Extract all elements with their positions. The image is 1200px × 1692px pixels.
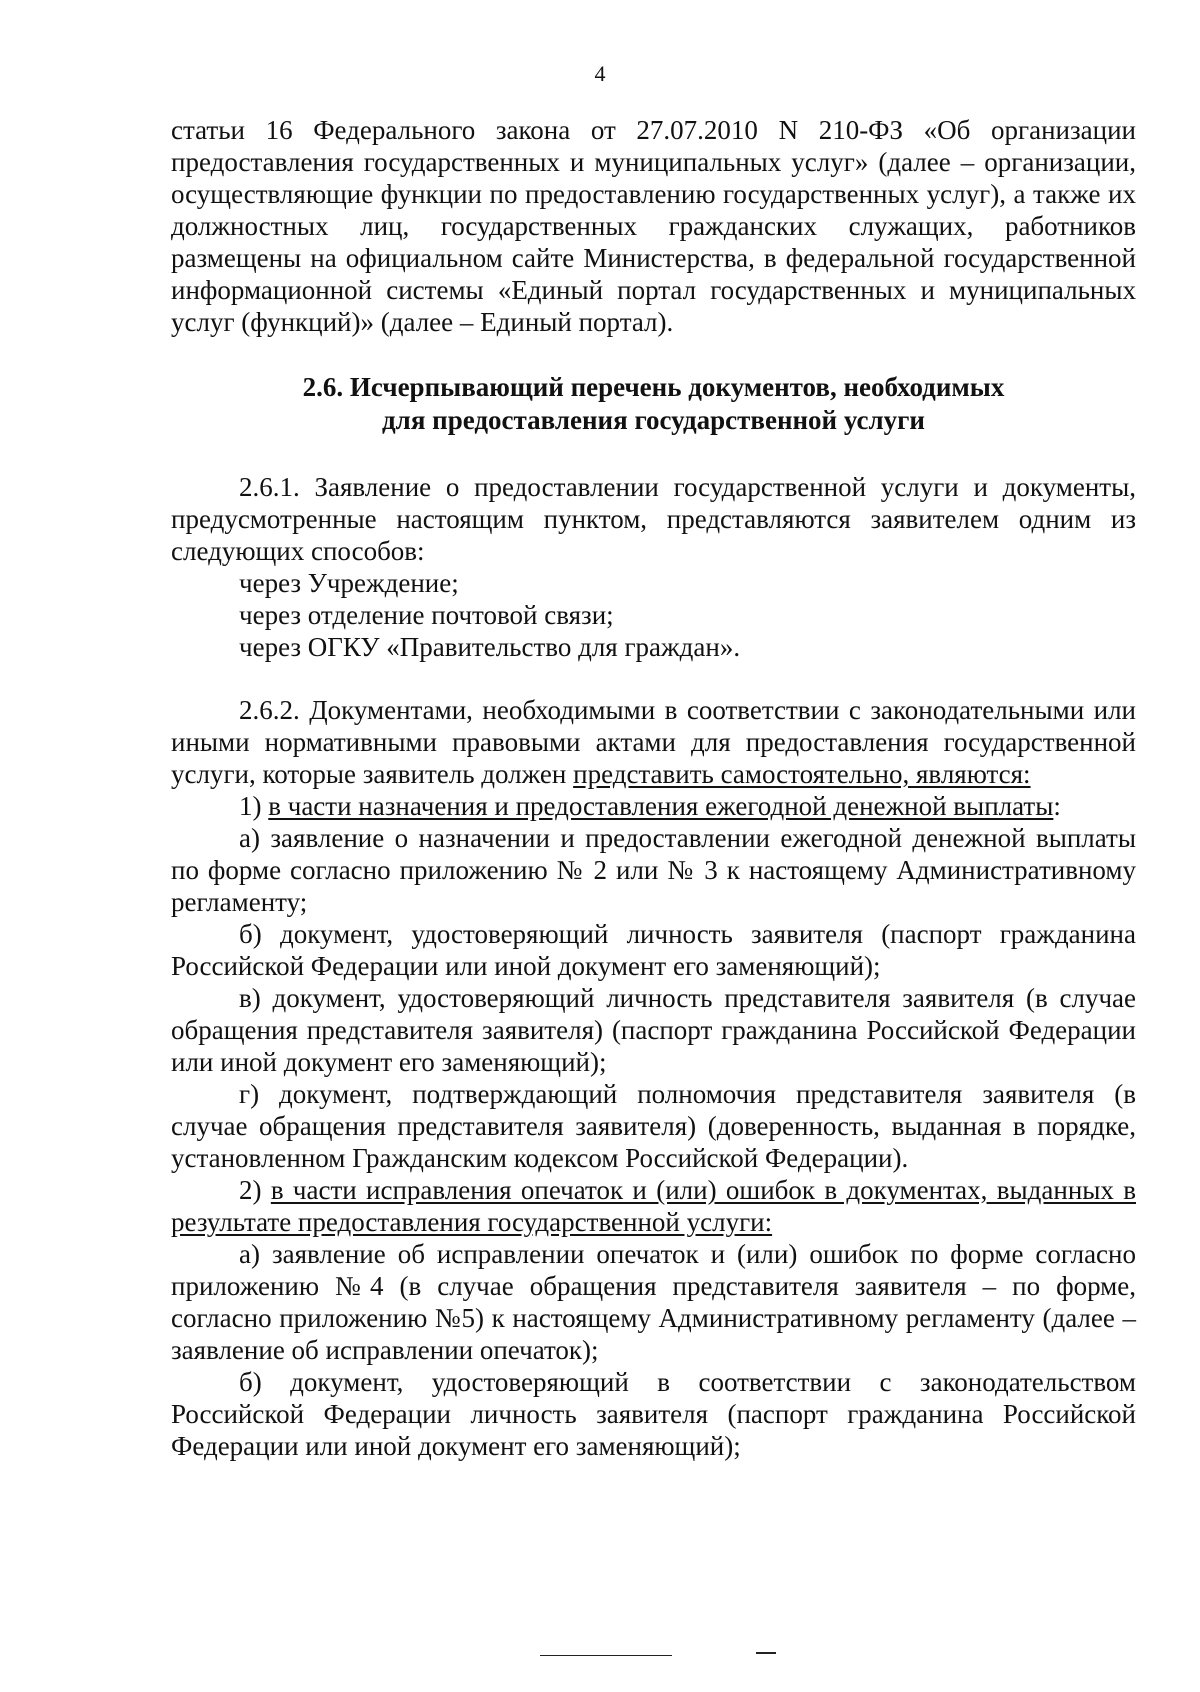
part-2-item-b: б) документ, удостоверяющий в соответствии с законодательством Российской Федерации личность заявителя (паспорт гражданина Российской Федерации или иной документ его заменяющий); [171,1367,1136,1461]
section-heading-line-2: для предоставления государственной услуги [382,405,925,435]
document-body [171,114,1136,1462]
part-2-item-a: а) заявление об исправлении опечаток и (или) ошибок по форме согласно приложению №4 (в случае обращения представителя заявителя – по форме, согласно приложению №5) к настоящему Административному регламенту (далее – заявление об исправлении опечаток); [171,1239,1136,1365]
part-1-item-v: в) документ, удостоверяющий личность представителя заявителя (в случае обращения представителя заявителя) (паспорт гражданина Российской Федерации или иной документ его заменяющий); [171,983,1136,1077]
part-1-title: в части назначения и предоставления ежегодной денежной выплаты [268,791,1054,821]
part-1-item-a: а) заявление о назначении и предоставлении ежегодной денежной выплаты по форме согласно приложению № 2 или № 3 к настоящему Административному регламенту; [171,823,1136,917]
page-number: 4 [594,61,606,86]
part-1-number: 1) [239,791,269,821]
section-heading-line-1: 2.6. Исчерпывающий перечень документов, необходимых [302,372,1005,402]
paragraph-2-6-2-text: 2.6.2. Документами, необходимыми в соответствии с законодательными или иными нормативными правовыми актами для предоставления государственной услуги, которые заявитель должен [171,695,1136,789]
part-1-item-b: б) документ, удостоверяющий личность заявителя (паспорт гражданина Российской Федерации или иной документ его заменяющий); [171,919,1136,981]
section-heading [171,371,1136,437]
part-1-tail: : [1053,791,1061,821]
part-1-heading [171,790,1136,822]
paragraph-2-6-2-underlined: представить самостоятельно, являются: [573,759,1031,789]
intro-paragraph: статьи 16 Федерального закона от 27.07.2010 N 210-ФЗ «Об организации предоставления государственных и муниципальных услуг» (далее – организации, осуществляющие функции по предоставлению государственных услуг), а также их должностных лиц, государственных гражданских служащих, работников размещены на официальном сайте Министерства, в федеральной государственной информационной системы «Единый портал государственных и муниципальных услуг (функций)» (далее – Единый портал). [171,115,1136,337]
paragraph-2-6-2 [171,694,1136,790]
footer-rule-mark [756,1652,776,1654]
part-1-item-g: г) документ, подтверждающий полномочия представителя заявителя (в случае обращения представителя заявителя) (доверенность, выданная в порядке, установленном Гражданским кодексом Российской Федерации). [171,1079,1136,1173]
footer-rule [540,1655,780,1659]
submission-way: через Учреждение; [239,568,459,598]
part-2-title: в части исправления опечаток и (или) ошибок в документах, выданных в результате предоставления государственной услуги: [171,1175,1136,1237]
part-2-heading [171,1174,1136,1238]
part-2-number: 2) [239,1175,271,1205]
submission-way: через ОГКУ «Правительство для граждан». [239,632,741,662]
footer-rule-line [540,1655,672,1656]
paragraph-2-6-1: 2.6.1. Заявление о предоставлении государственной услуги и документы, предусмотренные настоящим пунктом, представляются заявителем одним из следующих способов: [171,472,1136,566]
submission-way: через отделение почтовой связи; [239,600,614,630]
